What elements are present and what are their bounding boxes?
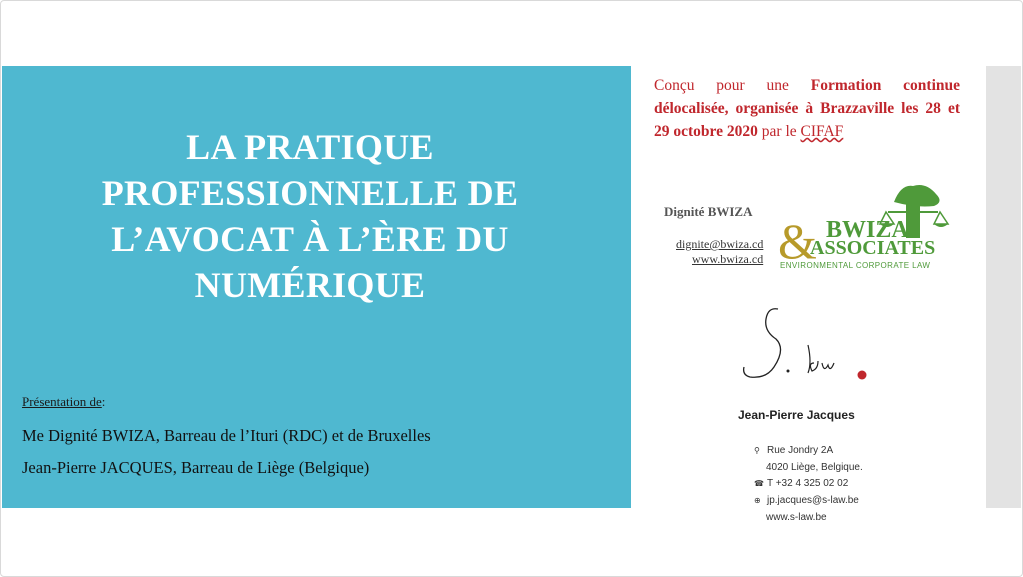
formation-text: Conçu pour une bbox=[654, 77, 811, 94]
presenter-bwiza: Me Dignité BWIZA, Barreau de l’Ituri (RDC) et de Bruxelles bbox=[22, 426, 431, 445]
bwiza-website-link[interactable]: www.bwiza.cd bbox=[692, 252, 764, 266]
presentation-colon: : bbox=[101, 394, 106, 409]
slide-title bbox=[40, 124, 580, 308]
formation-text-2: par le bbox=[757, 123, 801, 140]
presenter-jacques: Jean-Pierre JACQUES, Barreau de Liège (Belgique) bbox=[22, 458, 370, 477]
slide-gutter bbox=[986, 66, 1021, 508]
slaw-red-dot-icon bbox=[858, 371, 867, 380]
email-text[interactable]: jp.jacques@s-law.be bbox=[767, 495, 859, 506]
bwiza-logo-tagline: ENVIRONMENTAL CORPORATE LAW bbox=[780, 261, 931, 270]
bwiza-associates-logo bbox=[776, 182, 962, 274]
slaw-name: Jean-Pierre Jacques bbox=[738, 408, 855, 422]
address-text: Rue Jondry 2A bbox=[767, 445, 834, 456]
slaw-website-link[interactable]: www.s-law.be bbox=[766, 512, 827, 523]
title-line: L’AVOCAT À L’ÈRE DU bbox=[111, 219, 509, 259]
bwiza-name: Dignité BWIZA bbox=[664, 204, 753, 219]
presentation-label bbox=[22, 394, 105, 410]
cifaf-link[interactable]: CIFAF bbox=[800, 123, 844, 140]
title-line: NUMÉRIQUE bbox=[194, 265, 426, 305]
phone-text: T +32 4 325 02 02 bbox=[767, 478, 849, 489]
slaw-phone bbox=[754, 478, 848, 489]
phone-icon: ☎ bbox=[754, 479, 764, 488]
location-pin-icon: ⚲ bbox=[754, 446, 760, 455]
bwiza-logo-word: BWIZA bbox=[826, 217, 909, 243]
bwiza-email-link[interactable]: dignite@bwiza.cd bbox=[676, 237, 764, 251]
bwiza-logo-amp: & bbox=[778, 213, 817, 269]
formation-bold: Formation continue délocalisée, organisée à Brazzaville les 28 et 29 octobre 2020 bbox=[654, 77, 960, 140]
title-line: PROFESSIONNELLE DE bbox=[101, 173, 519, 213]
associates-logo-word: ASSOCIATES bbox=[810, 237, 936, 259]
globe-icon: ⊕ bbox=[754, 496, 761, 505]
slaw-logo bbox=[738, 305, 878, 385]
presentation-label-text: Présentation de bbox=[22, 394, 102, 409]
title-line: LA PRATIQUE bbox=[186, 127, 434, 167]
formation-note bbox=[654, 74, 960, 143]
slaw-address-line2: 4020 Liège, Belgique. bbox=[766, 462, 863, 473]
slaw-email[interactable] bbox=[754, 495, 859, 506]
slaw-address-line1 bbox=[754, 445, 833, 456]
